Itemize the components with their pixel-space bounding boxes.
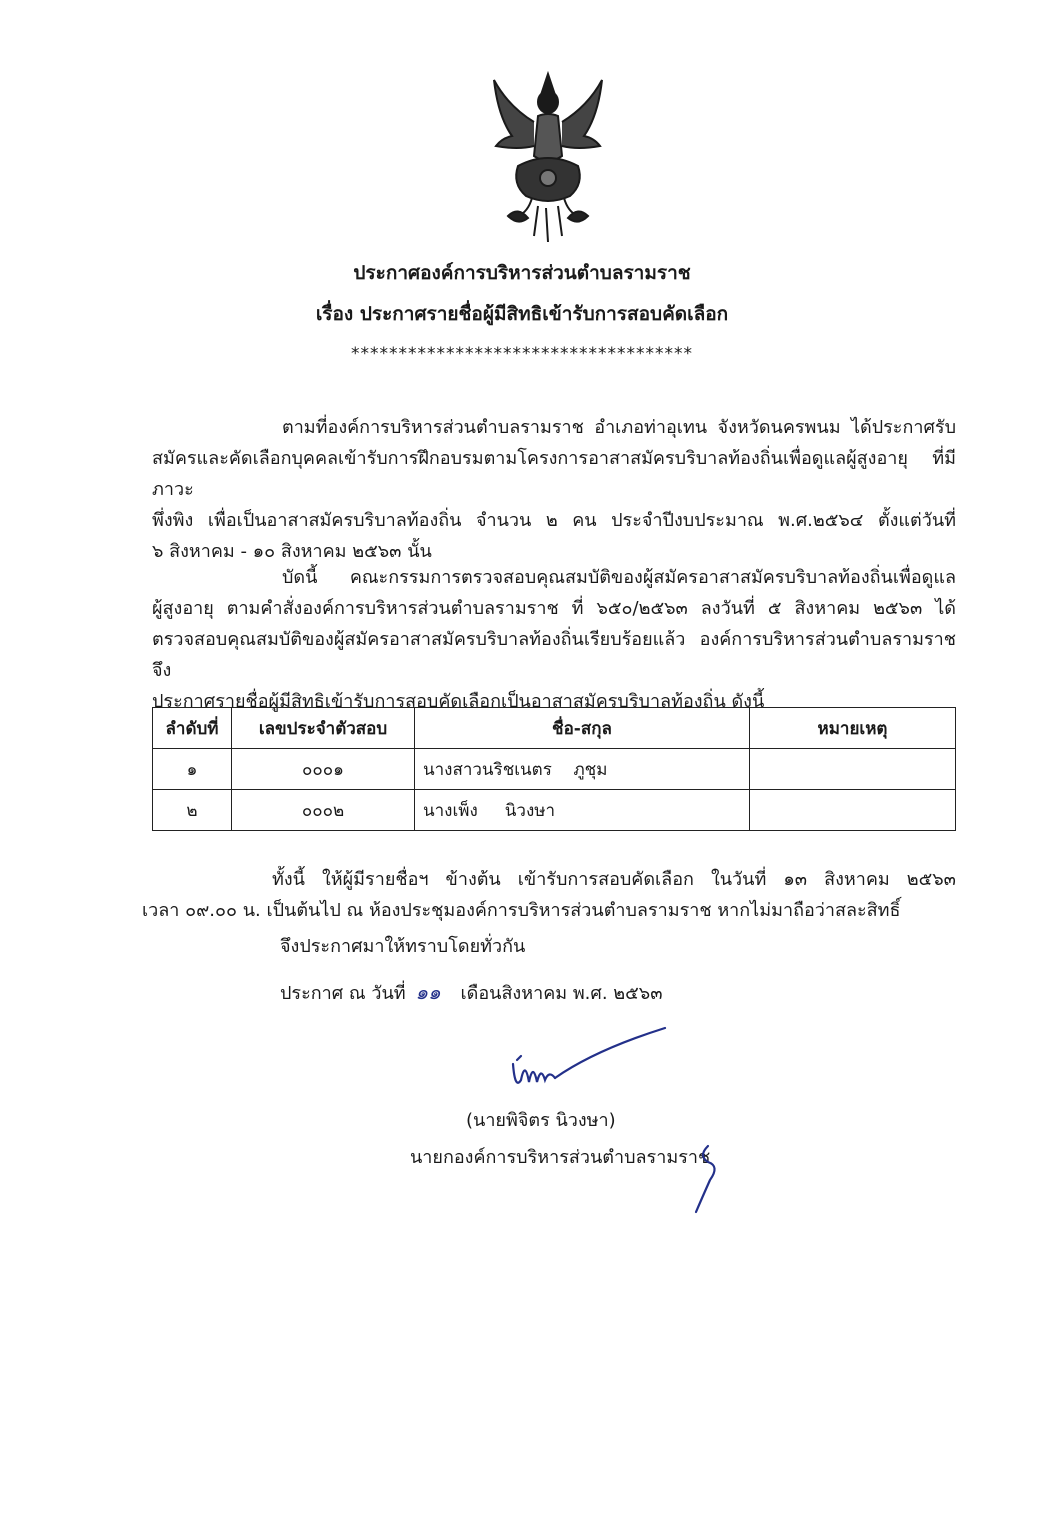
- table-header-row: [153, 708, 956, 749]
- cell-remark: [750, 790, 956, 831]
- cell-name: นางเพ็ง นิวงษา: [415, 790, 750, 831]
- paragraph-2: [152, 562, 956, 717]
- cell-order: ๒: [153, 790, 232, 831]
- column-header-name: ชื่อ-สกุล: [415, 708, 750, 749]
- signature-mark: [505, 1020, 675, 1100]
- date-day-handwritten: ๑๑: [415, 980, 441, 1004]
- table-row: [153, 749, 956, 790]
- date-prefix: ประกาศ ณ วันที่: [280, 983, 406, 1004]
- announcement-title: ประกาศองค์การบริหารส่วนตำบลรามราช: [353, 262, 691, 284]
- column-header-remark: หมายเหตุ: [750, 708, 956, 749]
- table-row: [153, 790, 956, 831]
- garuda-emblem: [488, 66, 608, 246]
- paragraph-1: [152, 412, 956, 567]
- paragraph-3: [142, 864, 956, 926]
- star-divider: ************************************: [351, 344, 693, 364]
- paragraph-2-line: ประกาศรายชื่อผู้มีสิทธิเข้ารับการสอบคัดเลือกเป็นอาสาสมัครบริบาลท้องถิ่น ดังนี้: [152, 691, 765, 712]
- paragraph-3-line: ทั้งนี้ ให้ผู้มีรายชื่อฯ ข้างต้น เข้ารับการสอบคัดเลือก ในวันที่ ๑๓ สิงหาคม ๒๕๖๓: [272, 869, 956, 890]
- paragraph-1-line: สมัครและคัดเลือกบุคคลเข้ารับการฝึกอบรมตามโครงการอาสาสมัครบริบาลท้องถิ่นเพื่อดูแลผู้สูงอายุ ที่มีภาวะ: [152, 448, 956, 500]
- date-line: [280, 977, 663, 1009]
- cell-order: ๑: [153, 749, 232, 790]
- paragraph-1-line: ๖ สิงหาคม - ๑๐ สิงหาคม ๒๕๖๓ นั้น: [152, 541, 432, 562]
- paragraph-1-line: พึ่งพิง เพื่อเป็นอาสาสมัครบริบาลท้องถิ่น จำนวน ๒ คน ประจำปีงบประมาณ พ.ศ.๒๕๖๔ ตั้งแต่วันที่: [152, 510, 956, 531]
- cell-name: นางสาวนริชเนตร ภูชุม: [415, 749, 750, 790]
- cell-exam-id: ๐๐๐๒: [232, 790, 415, 831]
- paragraph-1-line: ตามที่องค์การบริหารส่วนตำบลรามราช อำเภอท่าอุเทน จังหวัดนครพนม ได้ประกาศรับ: [282, 417, 956, 438]
- paragraph-2-line: บัดนี้ คณะกรรมการตรวจสอบคุณสมบัติของผู้สมัครอาสาสมัครบริบาลท้องถิ่นเพื่อดูแล: [282, 567, 956, 588]
- column-header-order: ลำดับที่: [153, 708, 232, 749]
- announce-line: จึงประกาศมาให้ทราบโดยทั่วกัน: [280, 936, 526, 957]
- candidate-table: [152, 707, 956, 831]
- announcement-subject: เรื่อง ประกาศรายชื่อผู้มีสิทธิเข้ารับการสอบคัดเลือก: [315, 303, 729, 325]
- paragraph-2-line: ผู้สูงอายุ ตามคำสั่งองค์การบริหารส่วนตำบลรามราช ที่ ๖๕๐/๒๕๖๓ ลงวันที่ ๕ สิงหาคม ๒๕๖๓ ได้: [152, 598, 956, 619]
- initial-mark: [690, 1140, 730, 1220]
- signer-name: (นายพิจิตร นิวงษา): [466, 1110, 616, 1131]
- signer-position: นายกองค์การบริหารส่วนตำบลรามราช: [410, 1147, 711, 1168]
- paragraph-3-line: เวลา ๐๙.๐๐ น. เป็นต้นไป ณ ห้องประชุมองค์การบริหารส่วนตำบลรามราช หากไม่มาถือว่าสละสิทธิ์: [142, 900, 901, 921]
- cell-remark: [750, 749, 956, 790]
- paragraph-2-line: ตรวจสอบคุณสมบัติของผู้สมัครอาสาสมัครบริบาลท้องถิ่นเรียบร้อยแล้ว องค์การบริหารส่วนตำบลรามราช จึง: [152, 629, 956, 681]
- date-suffix: เดือนสิงหาคม พ.ศ. ๒๕๖๓: [460, 983, 663, 1004]
- cell-exam-id: ๐๐๐๑: [232, 749, 415, 790]
- column-header-exam-id: เลขประจำตัวสอบ: [232, 708, 415, 749]
